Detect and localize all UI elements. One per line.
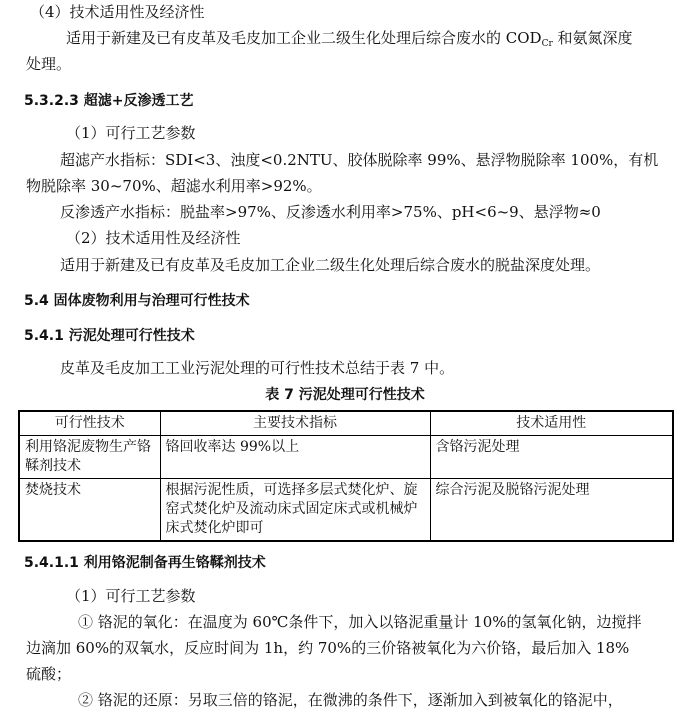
text-line: 边滴加 60%的双氧水，反应时间为 1h，约 70%的三价铬被氧化为六价铬，最后加入 18% [26, 639, 630, 657]
text-line: ② 铬泥的还原：另取三倍的铬泥，在微沸的条件下，逐渐加入到被氧化的铬泥中， [78, 691, 623, 709]
text-line: 适用于新建及已有皮革及毛皮加工企业二级生化处理后综合废水的脱盐深度处理。 [60, 256, 601, 274]
text-line: 硫酸； [26, 665, 72, 683]
table-row [19, 479, 673, 542]
line-text: （4）技术适用性及经济性 [30, 3, 205, 21]
text-line [0, 28, 690, 48]
text-line: 皮革及毛皮加工工业污泥处理的可行性技术总结于表 7 中。 [60, 359, 455, 377]
table-header-row [19, 411, 673, 436]
section-heading: 5.3.2.3 超滤+反渗透工艺 [24, 93, 194, 109]
text-line [0, 54, 690, 74]
text-line: 物脱除率 30~70%、超滤水利用率>92%。 [26, 177, 322, 195]
table-caption: 表 7 污泥处理可行性技术 [265, 387, 425, 403]
table-header-cell: 可行性技术 [19, 411, 160, 436]
table-header-cell: 主要技术指标 [160, 411, 430, 436]
text-line: 超滤产水指标：SDI<3、浊度<0.2NTU、胶体脱除率 99%、悬浮物脱除率 100%，有机 [60, 151, 659, 169]
subscript: Cr [541, 39, 553, 49]
text-line [0, 2, 690, 22]
line-text: 和氨氮深度 [552, 29, 633, 47]
text-line: （1）可行工艺参数 [66, 587, 196, 605]
table-cell: 根据污泥性质，可选择多层式焚化炉、旋窑式焚化炉及流动床式固定床式或机械炉床式焚化炉即可 [160, 479, 430, 542]
table-cell: 利用铬泥废物生产铬鞣剂技术 [19, 436, 160, 479]
line-text: 适用于新建及已有皮革及毛皮加工企业二级生化处理后综合废水的 COD [66, 29, 542, 47]
line-text: 处理。 [26, 55, 72, 73]
table-cell: 综合污泥及脱铬污泥处理 [430, 479, 673, 542]
table-cell: 焚烧技术 [19, 479, 160, 542]
table-sludge-tech [18, 410, 674, 542]
table-cell: 含铬污泥处理 [430, 436, 673, 479]
section-heading: 5.4 固体废物利用与治理可行性技术 [24, 293, 250, 309]
table-row [19, 436, 673, 479]
table-cell: 铬回收率达 99%以上 [160, 436, 430, 479]
text-line: （1）可行工艺参数 [66, 124, 196, 142]
section-heading: 5.4.1 污泥处理可行性技术 [24, 328, 195, 344]
text-line: ① 铬泥的氧化：在温度为 60℃条件下，加入以铬泥重量计 10%的氢氧化钠，边搅拌 [78, 613, 642, 631]
text-line: （2）技术适用性及经济性 [66, 229, 241, 247]
text-line: 反渗透产水指标：脱盐率>97%、反渗透水利用率>75%、pH<6~9、悬浮物≈0 [60, 203, 601, 221]
table-header-cell: 技术适用性 [430, 411, 673, 436]
section-heading: 5.4.1.1 利用铬泥制备再生铬鞣剂技术 [24, 555, 266, 571]
